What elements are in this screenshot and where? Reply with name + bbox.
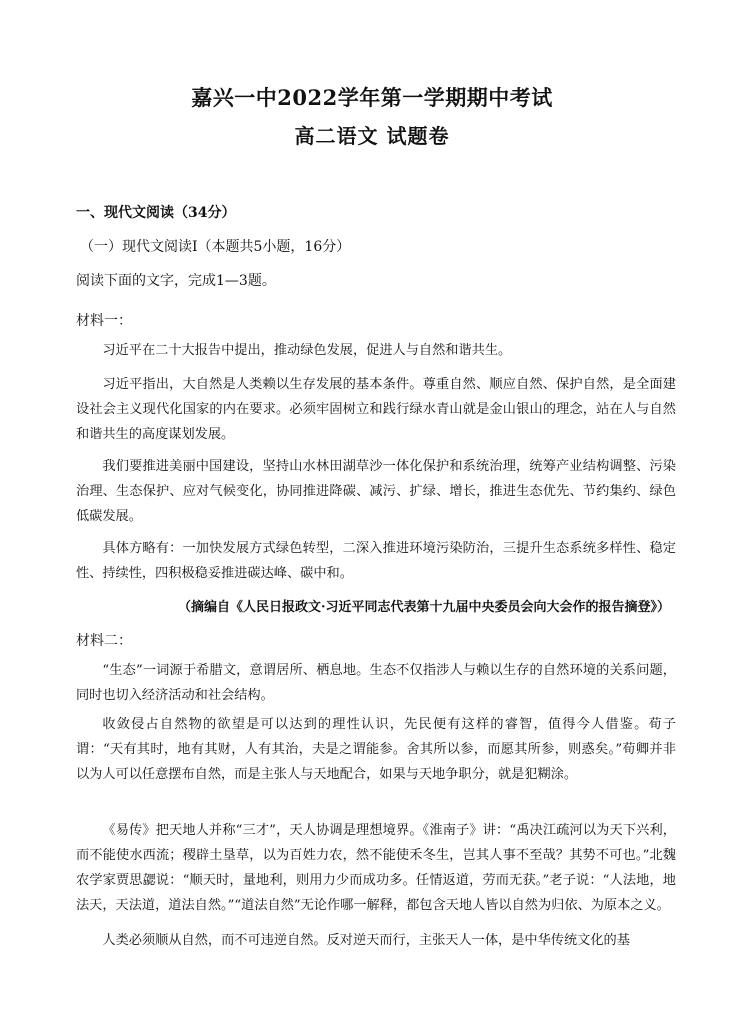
exam-subtitle: 高二语文 试题卷 bbox=[294, 124, 450, 148]
material2-paragraph: 人类必须顺从自然，而不可违逆自然。反对逆天而行，主张天人一体，是中华传统文化的基 bbox=[102, 933, 630, 948]
material1-paragraph: 我们要推进美丽中国建设，坚持山水林田湖草沙一体化保护和系统治理，统筹产业结构调整、污染治理、生态保护、应对气候变化，协同推进降碳、减污、扩绿、增长，推进生态优先、节约集约、绿色低碳发展。 bbox=[76, 459, 676, 524]
material2-label: 材料二： bbox=[76, 633, 132, 649]
material1-source: （摘编自《人民日报政文·习近平同志代表第十九届中央委员会向大会作的报告摘登》） bbox=[177, 600, 670, 615]
sub-section-heading: （一）现代文阅读I（本题共5小题，16分） bbox=[80, 239, 351, 255]
material2-paragraph: “生态”一词源于希腊文，意谓居所、栖息地。生态不仅指涉人与赖以生存的自然环境的关系问题，同时也切入经济活动和社会结构。 bbox=[76, 663, 676, 703]
exam-title: 嘉兴一中2022学年第一学期期中考试 bbox=[191, 85, 553, 110]
material2-paragraph: 收敛侵占自然物的欲望是可以达到的理性认识，先民便有这样的睿智，值得今人借鉴。荀子谓：“天有其时，地有其财，人有其治，夫是之谓能参。舍其所以参，而愿其所参，则惑矣。”荀卿并非以为人可以任意摆布自然，而是主张人与天地配合，如果与天地争职分，就是犯糊涂。 bbox=[76, 717, 676, 782]
material1-paragraph: 具体方略有：一加快发展方式绿色转型，二深入推进环境污染防治，三提升生态系统多样性、稳定性、持续性，四积极稳妥推进碳达峰、碳中和。 bbox=[76, 541, 676, 581]
instruction-text: 阅读下面的文字，完成1—3题。 bbox=[76, 273, 276, 289]
material1-paragraph: 习近平指出，大自然是人类赖以生存发展的基本条件。尊重自然、顺应自然、保护自然，是全面建设社会主义现代化国家的内在要求。必须牢固树立和践行绿水青山就是金山银山的理念，站在人与自然和谐共生的高度谋划发展。 bbox=[76, 377, 676, 442]
material2-paragraph: 《易传》把天地人并称“三才”，天人协调是理想境界。《淮南子》讲：“禹决江疏河以为天下兴利，而不能使水西流；稷辟土垦草，以为百姓力农，然不能使禾冬生，岂其人事不至哉？其势不可也。”北魏农学家贾思勰说：“顺天时，量地利，则用力少而成功多。任情返道，劳而无获。”老子说：“人法地，地法天，天法道，道法自然。”“道法自然”无论作哪一解释，都包含天地人皆以自然为归依、为原本之义。 bbox=[76, 823, 676, 913]
material1-paragraph: 习近平在二十大报告中提出，推动绿色发展，促进人与自然和谐共生。 bbox=[102, 343, 512, 358]
material1-label: 材料一： bbox=[76, 313, 132, 329]
section-heading: 一、现代文阅读（34分） bbox=[76, 205, 236, 221]
